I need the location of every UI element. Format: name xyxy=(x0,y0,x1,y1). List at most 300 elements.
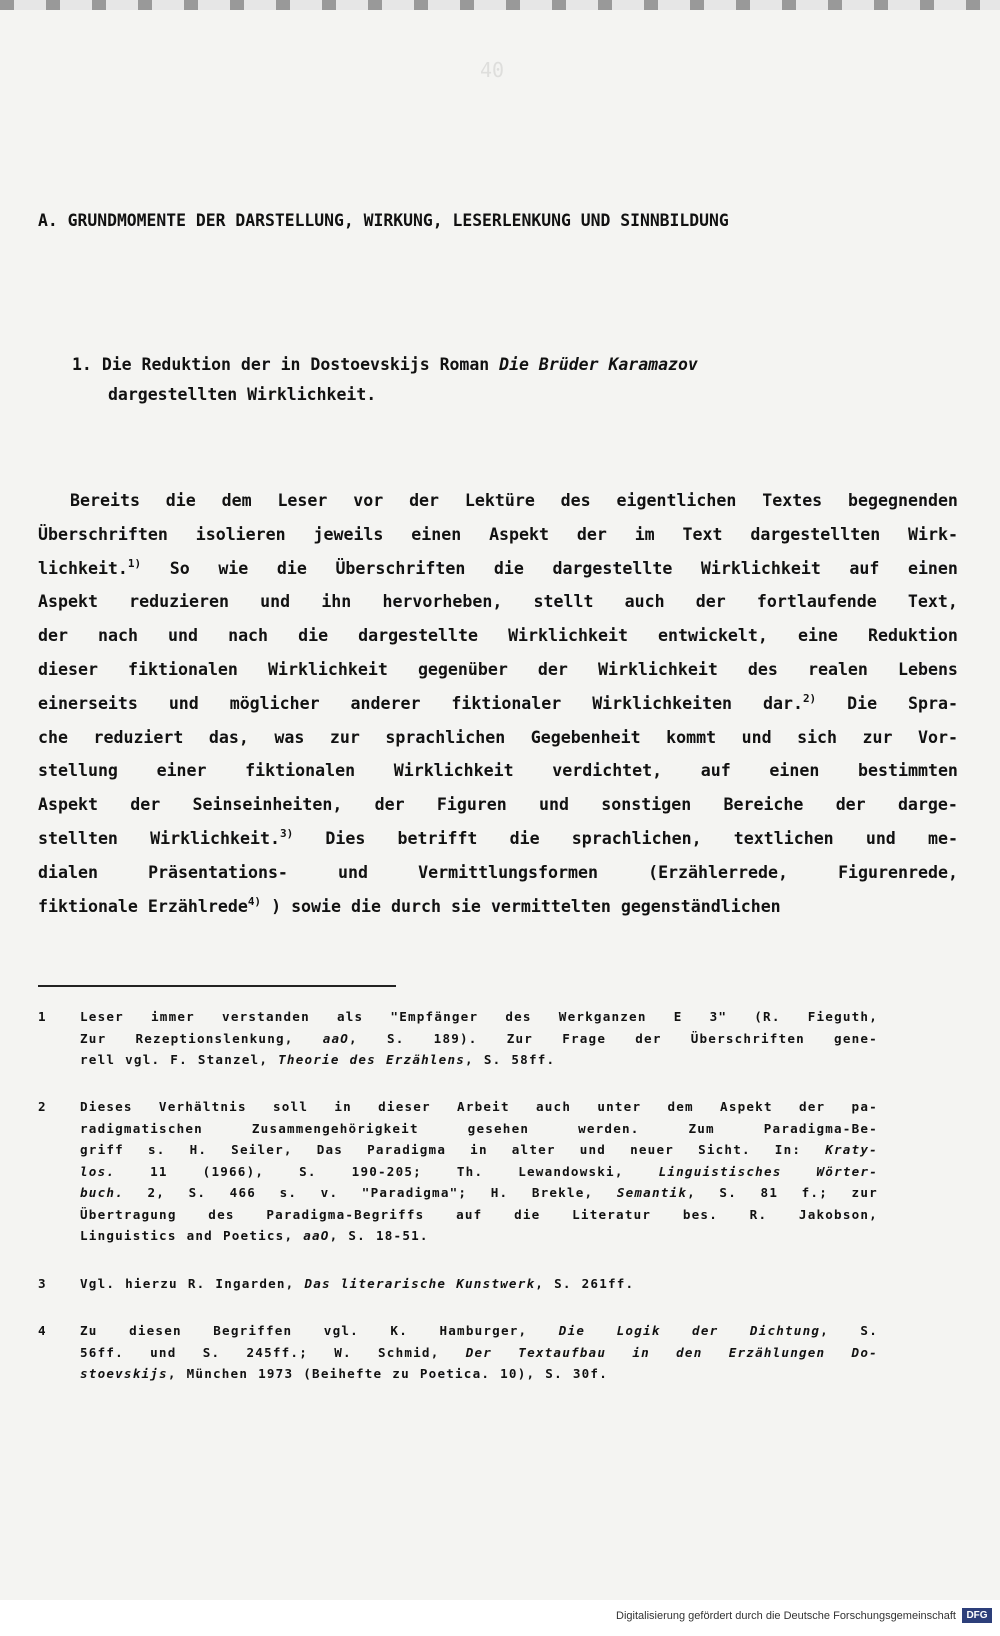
word: Überschriften xyxy=(690,1030,805,1046)
word: Aspekt xyxy=(720,1099,773,1114)
word: und xyxy=(579,1142,607,1157)
paragraph-line xyxy=(38,890,958,924)
word: S. xyxy=(188,1185,207,1200)
word: S. xyxy=(545,1366,563,1381)
word: der xyxy=(835,795,866,815)
footnote-line xyxy=(80,1139,878,1161)
word: eine xyxy=(797,626,838,646)
word: dieser xyxy=(378,1099,431,1114)
paragraph-line xyxy=(38,518,958,552)
word: Zusammengehörigkeit xyxy=(251,1120,419,1136)
footnote xyxy=(38,1320,878,1385)
word: Ingarden, xyxy=(215,1276,295,1291)
word: R. xyxy=(187,1276,206,1291)
word: Aspekt xyxy=(38,795,98,815)
word: Semantik, xyxy=(616,1185,696,1200)
word: als xyxy=(336,1009,364,1024)
footnote-line xyxy=(80,1028,878,1050)
footnote-line xyxy=(80,1049,878,1071)
word: che xyxy=(38,727,68,747)
word: 189). xyxy=(433,1030,478,1046)
word: auf xyxy=(456,1206,483,1222)
word: fiktionalen xyxy=(128,659,238,679)
footnote xyxy=(38,1273,878,1295)
word: stellten xyxy=(38,828,118,848)
word: W. xyxy=(334,1344,352,1360)
footnote-ref: 1) xyxy=(127,556,142,570)
word: die xyxy=(298,626,329,646)
word: die xyxy=(493,558,524,578)
word: Wirklichkeit xyxy=(700,558,821,578)
word: Lebens xyxy=(897,659,958,679)
word: 11 xyxy=(150,1163,168,1179)
word: Wirklichkeit xyxy=(267,659,388,679)
word: bestimmten xyxy=(858,761,958,781)
word: Zur xyxy=(80,1030,107,1046)
word: immer xyxy=(151,1009,195,1024)
footnote xyxy=(38,1096,878,1247)
word: Arbeit xyxy=(457,1099,510,1114)
word: los. xyxy=(80,1163,116,1179)
word: alter xyxy=(511,1142,556,1157)
word: Das xyxy=(316,1142,344,1157)
word: einer xyxy=(156,761,207,781)
word: und xyxy=(168,693,199,713)
word: Kraty- xyxy=(825,1142,878,1157)
word: R. xyxy=(749,1206,768,1222)
word: Seiler, xyxy=(231,1142,293,1157)
word: auch xyxy=(535,1099,572,1114)
word: auf xyxy=(700,761,731,781)
word: 2, xyxy=(147,1185,166,1200)
word: soll xyxy=(272,1099,309,1114)
word: der xyxy=(374,795,405,815)
section-title-part1: Die Reduktion der in Dostoevskijs Roman xyxy=(101,355,490,374)
word: textlichen xyxy=(733,828,834,848)
word: sprachlichen xyxy=(385,727,506,747)
word: und xyxy=(539,795,570,815)
word: dem xyxy=(221,491,252,510)
word: Figuren xyxy=(436,795,507,815)
word: Zur xyxy=(506,1030,534,1046)
word: stellt xyxy=(533,592,594,612)
word: nach xyxy=(228,626,269,646)
word: 18-51. xyxy=(375,1228,429,1243)
word: und xyxy=(338,862,369,882)
word: dargestellte xyxy=(358,626,479,646)
word: betrifft xyxy=(397,828,478,848)
word: (Erzählerrede, xyxy=(648,862,788,882)
word: Zu xyxy=(80,1323,98,1338)
word: und xyxy=(741,727,772,747)
word: dargestellten xyxy=(750,524,881,544)
word: stoevskijs, xyxy=(80,1366,177,1381)
word: Rezeptionslenkung, xyxy=(135,1030,294,1046)
word: einerseits xyxy=(38,693,138,713)
word: im xyxy=(634,524,655,544)
word: literarische xyxy=(340,1276,447,1291)
word: F. xyxy=(170,1052,188,1067)
word: kommt xyxy=(666,727,717,747)
word: der xyxy=(635,1030,662,1046)
word: werden. xyxy=(578,1120,640,1136)
footnote-number: 2 xyxy=(38,1099,47,1114)
digitization-credit: Digitalisierung gefördert durch die Deutsche Forschungsgemeinschaft xyxy=(616,1610,956,1622)
word: Theorie xyxy=(278,1052,340,1067)
word: der xyxy=(537,659,568,679)
word: die xyxy=(165,491,196,510)
word: pa- xyxy=(851,1099,878,1114)
word: auch xyxy=(624,592,665,612)
word: Bereiche xyxy=(723,795,804,815)
word: gegenüber xyxy=(417,659,508,679)
word: sonstigen xyxy=(601,795,692,815)
word: dieser xyxy=(38,659,98,679)
dfg-logo: DFG xyxy=(962,1608,992,1623)
word: Schmid, xyxy=(378,1344,440,1360)
word: dar.$^{2)}$ xyxy=(762,691,817,713)
word: Erzählens, xyxy=(385,1052,474,1067)
word: fortlaufende xyxy=(756,592,877,612)
paragraph-line xyxy=(38,619,958,653)
word: Fieguth, xyxy=(807,1009,878,1024)
word: was xyxy=(274,727,305,747)
word: Spra- xyxy=(907,693,958,713)
word: f.; xyxy=(801,1185,828,1200)
section-heading xyxy=(72,350,698,410)
word: eigentlichen xyxy=(616,491,737,510)
word: aaO, xyxy=(303,1228,339,1243)
word: zur xyxy=(851,1185,878,1200)
word: Wirklichkeiten xyxy=(592,693,733,713)
footnote-line xyxy=(80,1342,878,1364)
word: Die xyxy=(847,693,878,713)
word: Aspekt xyxy=(38,592,98,612)
chapter-heading: A. GRUNDMOMENTE DER DARSTELLUNG, WIRKUNG, LESERLENKUNG UND SINNBILDUNG xyxy=(38,211,729,230)
word: Verhältnis xyxy=(158,1099,247,1114)
word: hierzu xyxy=(125,1276,178,1291)
word: hervorheben, xyxy=(382,592,503,612)
body-paragraph xyxy=(38,484,958,923)
word: Das xyxy=(304,1276,331,1291)
footnote-line xyxy=(80,1273,878,1295)
word: stellung xyxy=(38,761,118,781)
word: So xyxy=(169,558,190,578)
word: Vgl. xyxy=(80,1276,116,1291)
word: jeweils xyxy=(313,524,384,544)
word: Text, xyxy=(907,592,958,612)
word: Vermittlungsformen xyxy=(418,862,598,882)
word: dem xyxy=(667,1099,694,1114)
word: Dieses xyxy=(80,1099,133,1114)
word: Übertragung xyxy=(80,1206,177,1222)
word: Zum xyxy=(688,1120,715,1136)
word: gesehen xyxy=(467,1120,530,1136)
word: vermittelten xyxy=(490,896,611,916)
word: anderer xyxy=(350,693,421,713)
word: sie xyxy=(450,896,481,916)
paragraph-line xyxy=(38,788,958,822)
word: der xyxy=(692,1323,719,1338)
word: der xyxy=(798,1099,826,1114)
word: 261ff. xyxy=(581,1276,635,1291)
paragraph-line xyxy=(38,687,958,721)
word: 190-205; xyxy=(351,1163,422,1179)
word: Paradigma-Begriffs xyxy=(266,1206,425,1222)
word: K. xyxy=(390,1323,408,1338)
footnote-ref: 4) xyxy=(247,894,262,908)
word: auf xyxy=(849,558,880,578)
word: Überschriften xyxy=(335,558,466,578)
word: lichkeit.$^{1)}$ xyxy=(38,556,142,578)
word: fiktionaler xyxy=(451,693,562,713)
word: dialen xyxy=(38,862,98,882)
word: H. xyxy=(189,1142,208,1157)
word: reduzieren xyxy=(129,592,230,612)
word: Wirklichkeit xyxy=(393,761,514,781)
word: sowie xyxy=(291,896,342,916)
word: der xyxy=(130,795,161,815)
word: (R. xyxy=(754,1009,781,1024)
footnote-number: 3 xyxy=(38,1276,47,1291)
word: 245ff.; xyxy=(246,1344,308,1360)
word: diesen xyxy=(129,1323,182,1338)
word: Wirklichkeit xyxy=(508,626,628,646)
section-title-part2: dargestellten Wirklichkeit. xyxy=(108,385,377,404)
word: v. xyxy=(320,1185,339,1200)
word: Leser xyxy=(80,1009,124,1024)
bleed-through-page-number: 40 xyxy=(480,58,505,82)
footnote-line xyxy=(80,1118,878,1140)
word: Überschriften xyxy=(38,524,168,544)
word: radigmatischen xyxy=(80,1120,203,1136)
footnote-line xyxy=(80,1204,878,1226)
word: Text xyxy=(682,524,723,544)
word: 10), xyxy=(500,1366,536,1381)
word: Stanzel, xyxy=(197,1052,269,1067)
word: s. xyxy=(147,1142,166,1157)
word: in xyxy=(334,1099,352,1114)
paragraph-line xyxy=(38,856,958,890)
word: des xyxy=(505,1009,532,1024)
paragraph-line xyxy=(38,585,958,619)
word: "Empfänger xyxy=(390,1009,479,1024)
word: In: xyxy=(774,1142,802,1157)
word: S. xyxy=(348,1228,366,1243)
word: Vor- xyxy=(918,727,958,747)
word: Werkganzen xyxy=(558,1009,647,1024)
word: sich xyxy=(797,727,838,747)
footnote-ref: 3) xyxy=(279,826,294,840)
word: Leser xyxy=(277,491,328,510)
word: and xyxy=(186,1228,213,1243)
word: 58ff. xyxy=(511,1052,556,1067)
word: in xyxy=(632,1344,650,1360)
word: H. xyxy=(490,1185,509,1200)
word: Wörter- xyxy=(816,1163,878,1179)
word: Frage xyxy=(562,1030,607,1046)
word: und xyxy=(260,592,291,612)
word: vor xyxy=(353,491,384,510)
word: möglicher xyxy=(229,693,320,713)
word: Seinseinheiten, xyxy=(192,795,343,815)
paragraph-line xyxy=(38,721,958,755)
word: dargestellte xyxy=(552,558,673,578)
word: Gegebenheit xyxy=(530,727,641,747)
word: gegenständlichen xyxy=(620,896,781,916)
footnote-line xyxy=(80,1182,878,1204)
footnote-line xyxy=(80,1006,878,1028)
word: me- xyxy=(927,828,958,848)
word: Hamburger, xyxy=(439,1323,528,1338)
word: den xyxy=(676,1344,703,1360)
word: der xyxy=(695,592,726,612)
word: neuer xyxy=(630,1142,675,1157)
footnote-line xyxy=(80,1096,878,1118)
word: der xyxy=(409,491,440,510)
word: Poetics, xyxy=(222,1228,294,1243)
word: gene- xyxy=(834,1030,878,1046)
word: wie xyxy=(218,558,249,578)
word: das, xyxy=(208,727,249,747)
word: der xyxy=(38,626,68,646)
word: Th. xyxy=(456,1163,484,1179)
word: isolieren xyxy=(195,524,286,544)
word: S. xyxy=(483,1052,502,1067)
word: ) xyxy=(271,896,282,916)
footnote-line xyxy=(80,1161,878,1183)
word: des xyxy=(349,1052,376,1067)
word: S. xyxy=(860,1323,878,1338)
word: rell xyxy=(80,1052,116,1067)
word: Linguistics xyxy=(80,1228,177,1243)
word: "Paradigma"; xyxy=(361,1185,468,1200)
word: Bereits xyxy=(70,491,140,510)
word: München xyxy=(186,1366,249,1381)
word: ihn xyxy=(321,592,352,612)
word: Textes xyxy=(762,491,823,510)
footnote-line xyxy=(80,1320,878,1342)
word: des xyxy=(747,659,778,679)
word: Logik xyxy=(616,1323,661,1338)
word: Die xyxy=(558,1323,586,1338)
word: 3" xyxy=(709,1009,728,1024)
word: Begriffen xyxy=(213,1323,293,1338)
word: durch xyxy=(391,896,441,916)
word: Poetica. xyxy=(419,1366,491,1381)
word: S. xyxy=(719,1185,737,1200)
word: Reduktion xyxy=(867,626,958,646)
word: die xyxy=(276,558,307,578)
word: verstanden xyxy=(222,1009,310,1024)
word: in xyxy=(470,1142,488,1157)
paragraph-line xyxy=(38,653,958,687)
word: S. xyxy=(554,1276,572,1291)
word: s. xyxy=(279,1185,298,1200)
word: 466 xyxy=(229,1185,257,1200)
word: Wirk- xyxy=(908,524,958,544)
word: Erzählungen xyxy=(728,1344,826,1360)
word: S. xyxy=(386,1030,405,1046)
word: die xyxy=(509,828,540,848)
word: entwickelt, xyxy=(658,626,768,646)
word: 30f. xyxy=(572,1366,608,1381)
word: einen xyxy=(411,524,462,544)
word: bes. xyxy=(682,1206,718,1222)
word: 56ff. xyxy=(80,1344,124,1360)
word: Kunstwerk, xyxy=(456,1276,545,1291)
word: einen xyxy=(769,761,820,781)
word: Do- xyxy=(851,1344,878,1360)
footnote-number: 4 xyxy=(38,1323,47,1338)
word: aaO, xyxy=(322,1030,358,1046)
word: S. xyxy=(202,1344,221,1360)
paragraph-line xyxy=(38,552,958,586)
word: und xyxy=(150,1344,177,1360)
word: vgl. xyxy=(125,1052,161,1067)
word: griff xyxy=(80,1142,124,1157)
word: darge- xyxy=(897,795,958,815)
word: vgl. xyxy=(323,1323,359,1338)
word: Paradigma xyxy=(367,1142,447,1157)
word: verdichtet, xyxy=(552,761,663,781)
word: zur xyxy=(862,727,893,747)
word: Lewandowski, xyxy=(518,1163,624,1179)
novel-title: Die Brüder Karamazov xyxy=(499,355,698,374)
word: Paradigma-Be- xyxy=(763,1120,878,1136)
film-edge xyxy=(0,0,1000,10)
word: reduziert xyxy=(93,727,184,747)
word: E xyxy=(673,1009,683,1024)
word: der xyxy=(576,524,607,544)
word: Aspekt xyxy=(489,524,550,544)
word: die xyxy=(351,896,381,916)
word: des xyxy=(560,491,591,510)
word: Linguistisches xyxy=(658,1163,782,1179)
section-number: 1. xyxy=(72,355,92,374)
footnote-line xyxy=(80,1363,878,1385)
word: Figurenrede, xyxy=(838,862,958,882)
word: nach xyxy=(98,626,138,646)
footnote-line xyxy=(80,1225,878,1247)
word: die xyxy=(514,1206,541,1222)
word: Dichtung, xyxy=(749,1323,829,1338)
word: unter xyxy=(597,1099,642,1114)
footnote-number: 1 xyxy=(38,1009,47,1024)
word: (1966), xyxy=(202,1163,265,1179)
paragraph-line xyxy=(38,822,958,856)
footnote-rule xyxy=(38,985,396,987)
word: des xyxy=(208,1206,235,1222)
word: fiktionalen xyxy=(245,761,356,781)
word: S. xyxy=(299,1163,317,1179)
word: Jakobson, xyxy=(798,1206,878,1222)
word: sprachlichen, xyxy=(571,828,702,848)
word: 1973 xyxy=(258,1366,294,1381)
word: Sicht. xyxy=(698,1142,751,1157)
word: buch. xyxy=(80,1185,124,1200)
paragraph-line xyxy=(38,754,958,788)
word: Präsentations- xyxy=(148,862,288,882)
word: Dies xyxy=(325,828,366,848)
word: realen xyxy=(807,659,868,679)
word: Wirklichkeit.$^{3)}$ xyxy=(150,826,294,848)
word: begegnenden xyxy=(848,491,958,510)
word: Wirklichkeit xyxy=(597,659,718,679)
word: 81 xyxy=(760,1185,779,1200)
word: Erzählrede$^{4)}$ xyxy=(147,894,262,916)
word: (Beihefte xyxy=(303,1366,383,1381)
